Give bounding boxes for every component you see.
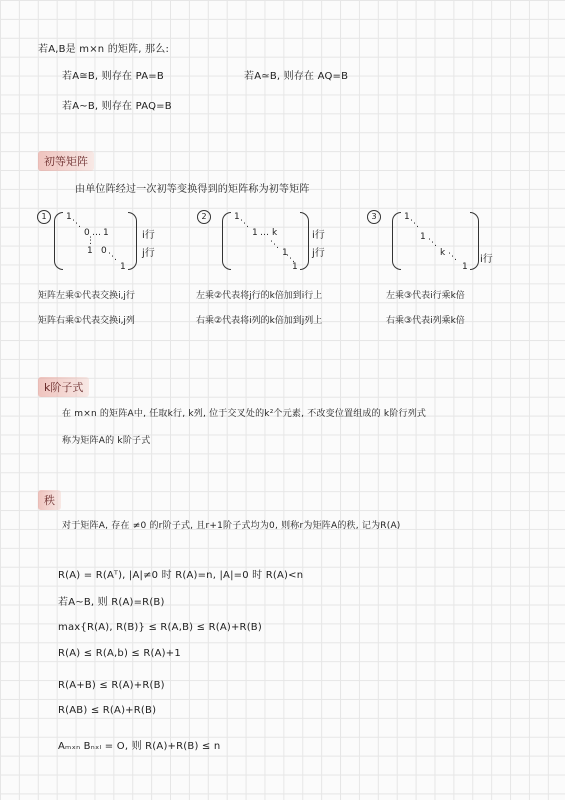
- matrix-1-right-paren: [128, 212, 137, 270]
- matrix-3-number: 3: [367, 210, 381, 224]
- m2-diag-4: 1: [292, 262, 298, 272]
- m2-diag-2: 1: [252, 228, 258, 238]
- rank-formula-7: Aₘₓₙ Bₙₓₗ = O, 则 R(A)+R(B) ≤ n: [58, 741, 221, 752]
- matrix-2-caption-1: 左乘②代表将j行的k倍加到i行上: [196, 291, 323, 301]
- matrix-2-number: 2: [197, 210, 211, 224]
- matrix-3-left-paren: [392, 212, 401, 270]
- matrix-3-caption-1: 左乘③代表i行乘k倍: [386, 291, 465, 301]
- m1-dots-2: …: [92, 228, 101, 238]
- m2-dots-1: ⋱: [240, 219, 249, 229]
- intro-line-3: 若A~B, 则存在 PAQ=B: [62, 101, 172, 112]
- matrix-2-caption-2: 右乘②代表将i列的k倍加到j列上: [196, 316, 323, 326]
- m1-vdots: ⋮: [86, 236, 95, 246]
- m2-dots-2: …: [260, 228, 269, 238]
- matrix-2-k: k: [272, 228, 278, 238]
- m1-entry-1a: 1: [103, 228, 109, 238]
- rank-formula-5: R(A+B) ≤ R(A)+R(B): [58, 680, 165, 691]
- matrix-1-caption-2: 矩阵右乘①代表交换i,j列: [38, 316, 135, 326]
- m3-dots-3: ⋱: [448, 252, 457, 262]
- rank-definition: 对于矩阵A, 存在 ≠0 的r阶子式, 且r+1阶子式均为0, 则称r为矩阵A的秩, 记为R(A): [62, 521, 401, 531]
- rank-formula-3: max{R(A), R(B)} ≤ R(A,B) ≤ R(A)+R(B): [58, 622, 262, 633]
- matrix-3-caption-2: 右乘③代表i列乘k倍: [386, 316, 465, 326]
- m2-dots-3: ⋱: [270, 240, 279, 250]
- m2-dots-4: ⋱: [286, 254, 295, 264]
- matrix-1-number: 1: [37, 210, 51, 224]
- minor-definition-2: 称为矩阵A的 k阶子式: [62, 436, 151, 446]
- minor-heading: k阶子式: [38, 377, 89, 397]
- matrix-3-row-label: i行: [480, 254, 493, 265]
- elementary-matrix-heading: 初等矩阵: [38, 151, 94, 171]
- m2-diag-3: 1: [282, 248, 288, 258]
- m1-diag-1: 1: [66, 212, 72, 222]
- rank-formula-4: R(A) ≤ R(A,b) ≤ R(A)+1: [58, 648, 181, 659]
- m3-diag-3: 1: [462, 262, 468, 272]
- intro-line-1: 若A,B是 m×n 的矩阵, 那么:: [38, 44, 170, 55]
- minor-definition-1: 在 m×n 的矩阵A中, 任取k行, k列, 位于交叉处的k²个元素, 不改变位置组成的 k阶行列式: [62, 409, 427, 419]
- elementary-matrix-definition: 由单位阵经过一次初等变换得到的矩阵称为初等矩阵: [75, 184, 310, 195]
- m1-dots-3: ⋱: [108, 252, 117, 262]
- m2-diag-1: 1: [234, 212, 240, 222]
- matrix-3-right-paren: [470, 212, 479, 270]
- m1-entry-0a: 0: [84, 228, 90, 238]
- m3-diag-1: 1: [404, 212, 410, 222]
- intro-line-2a: 若A≅B, 则存在 PA=B: [62, 71, 164, 82]
- m1-diag-2: 1: [120, 262, 126, 272]
- matrix-2-row-i-label: i行: [312, 230, 325, 241]
- rank-formula-1: R(A) = R(Aᵀ), |A|≠0 时 R(A)=n, |A|=0 时 R(A)<n: [58, 570, 304, 581]
- m1-dots-1: ⋱: [72, 219, 81, 229]
- m1-entry-1b: 1: [87, 246, 93, 256]
- matrix-1-row-i-label: i行: [142, 230, 155, 241]
- matrix-1-row-j-label: j行: [142, 248, 155, 259]
- rank-heading: 秩: [38, 490, 61, 510]
- rank-formula-6: R(AB) ≤ R(A)+R(B): [58, 705, 157, 716]
- rank-formula-2: 若A~B, 则 R(A)=R(B): [58, 597, 165, 608]
- intro-line-2b: 若A≃B, 则存在 AQ=B: [244, 71, 349, 82]
- matrix-3-k: k: [440, 248, 446, 258]
- m3-dots-1: ⋱: [410, 219, 419, 229]
- matrix-2-left-paren: [222, 212, 231, 270]
- matrix-1-left-paren: [54, 212, 63, 270]
- matrix-2-row-j-label: j行: [312, 248, 325, 259]
- matrix-1-caption-1: 矩阵左乘①代表交换i,j行: [38, 291, 135, 301]
- matrix-2-right-paren: [300, 212, 309, 270]
- m3-dots-2: ⋱: [428, 238, 437, 248]
- m1-entry-0b: 0: [101, 246, 107, 256]
- m3-diag-2: 1: [420, 232, 426, 242]
